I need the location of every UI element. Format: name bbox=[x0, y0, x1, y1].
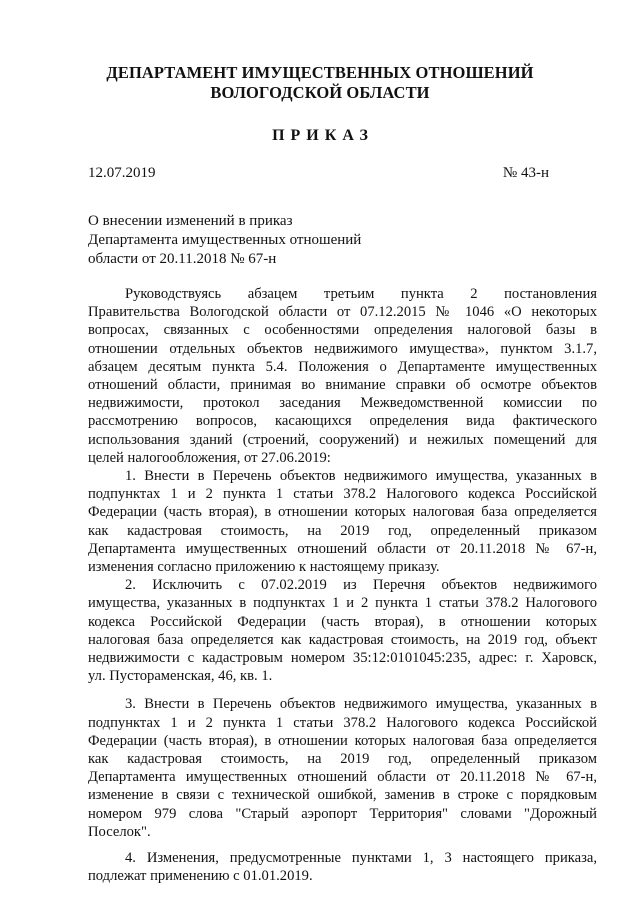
paragraph-gap bbox=[88, 841, 597, 849]
text-line: 1. Внести в Перечень объектов недвижимого имущества, указанных в bbox=[125, 468, 597, 485]
text-line: подлежат применению с 01.01.2019. bbox=[88, 868, 313, 885]
subject-line: Департамента имущественных отношений bbox=[88, 232, 362, 248]
text-line: 3. Внести в Перечень объектов недвижимого имущества, указанных в bbox=[125, 696, 597, 713]
subject-line: области от 20.11.2018 № 67-н bbox=[88, 251, 277, 267]
text-line: недвижимости с кадастровым номером 35:12:0101045:235, адрес: г. Харовск, bbox=[88, 650, 597, 667]
text-line: отношений области, принимая во внимание справки об осмотре объектов bbox=[88, 377, 597, 394]
text-line: Федерации (часть вторая), в отношении которых налоговая база определяется bbox=[88, 504, 597, 521]
document-number: № 43-н bbox=[502, 165, 549, 181]
document-date: 12.07.2019 bbox=[88, 165, 156, 181]
item-3-paragraph bbox=[88, 695, 597, 841]
document-type-title: ПРИКАЗ bbox=[272, 127, 374, 144]
text-line: Правительства Вологодской области от 07.12.2015 № 1046 «О некоторых bbox=[88, 304, 597, 321]
text-line: рассмотрению вопросов, касающихся определения вида фактического bbox=[88, 413, 597, 430]
text-line: Руководствуясь абзацем третьим пункта 2 постановления bbox=[125, 286, 597, 302]
text-line: целей налогообложения, от 27.06.2019: bbox=[88, 449, 331, 466]
text-line: вопросах, связанных с особенностями определения налоговой базы в bbox=[88, 322, 597, 339]
preamble-paragraph bbox=[88, 285, 597, 467]
text-line: абзацем десятым пункта 5.4. Положения о Департаменте имущественных bbox=[88, 358, 597, 375]
text-line: Департамента имущественных отношений области от 20.11.2018 № 67-н, bbox=[88, 769, 597, 786]
item-1-paragraph bbox=[88, 467, 597, 576]
text-line: Департамента имущественных отношений области от 20.11.2018 № 67-н, bbox=[88, 540, 597, 557]
item-4-paragraph bbox=[88, 849, 597, 885]
text-line: подпунктах 1 и 2 пункта 1 статьи 378.2 Налогового кодекса Российской bbox=[88, 486, 597, 503]
text-line: 2. Исключить с 07.02.2019 из Перечня объектов недвижимого bbox=[125, 577, 597, 594]
text-line: как кадастровая стоимость, на 2019 год, определенный приказом bbox=[88, 751, 597, 768]
text-line: отношении отдельных объектов недвижимого имущества», пунктом 3.1.7, bbox=[88, 340, 597, 357]
text-line: недвижимости, протокол заседания Межведомственной комиссии по bbox=[88, 395, 597, 412]
text-line: Федерации (часть вторая), в отношении которых налоговая база определяется bbox=[88, 732, 597, 749]
text-line: номером 979 слова "Старый аэропорт Территория" словами "Дорожный bbox=[88, 805, 597, 822]
organization-name-line2: ВОЛОГОДСКОЙ ОБЛАСТИ bbox=[210, 83, 430, 102]
text-line: налоговая база определяется как кадастровая стоимость, на 2019 год, объект bbox=[88, 631, 597, 648]
text-line: кодекса Российской Федерации (часть вторая), в отношении которых bbox=[88, 613, 597, 630]
organization-name-line1: ДЕПАРТАМЕНТ ИМУЩЕСТВЕННЫХ ОТНОШЕНИЙ bbox=[106, 63, 534, 82]
text-line: изменения согласно приложению к настоящему приказу. bbox=[88, 559, 440, 576]
text-line: подпунктах 1 и 2 пункта 1 статьи 378.2 Налогового кодекса Российской bbox=[88, 714, 597, 731]
item-2-paragraph bbox=[88, 576, 597, 685]
text-line: изменение в связи с технической ошибкой, заменив в строке с порядковым bbox=[88, 787, 597, 804]
subject-line: О внесении изменений в приказ bbox=[88, 213, 293, 229]
text-line: ул. Пустораменская, 46, кв. 1. bbox=[88, 668, 273, 685]
paragraph-gap bbox=[88, 685, 597, 695]
text-line: Поселок". bbox=[88, 823, 151, 840]
text-line: использования зданий (строений, сооружений) и нежилых помещений для bbox=[88, 431, 597, 448]
order-body bbox=[88, 285, 597, 886]
text-line: 4. Изменения, предусмотренные пунктами 1, 3 настоящего приказа, bbox=[125, 850, 597, 867]
text-line: имущества, указанных в подпунктах 1 и 2 пункта 1 статьи 378.2 Налогового bbox=[88, 595, 597, 612]
text-line: как кадастровая стоимость, на 2019 год, определенный приказом bbox=[88, 522, 597, 539]
